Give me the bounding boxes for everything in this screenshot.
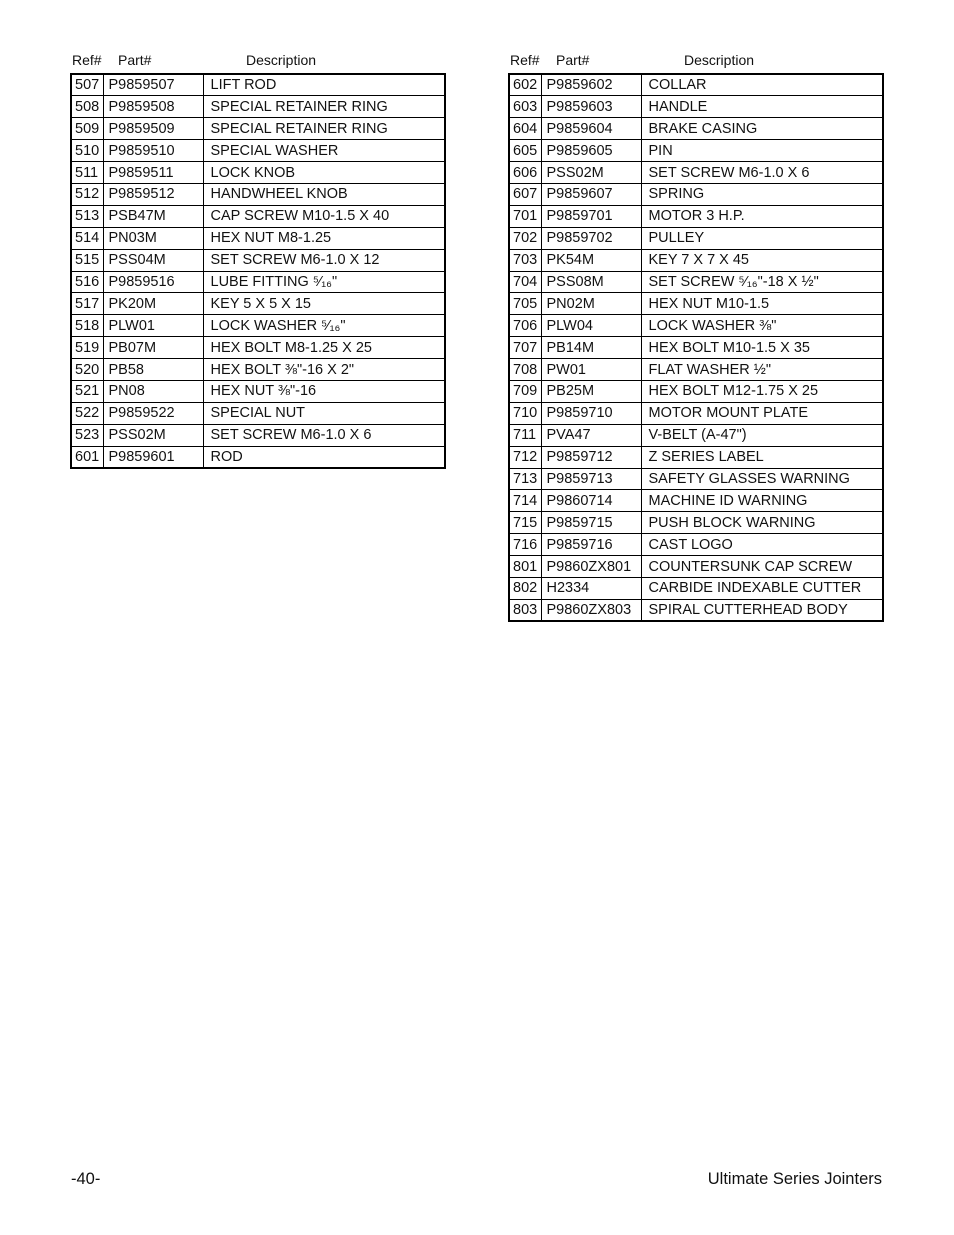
ref-cell: 516 <box>71 271 103 293</box>
table-row <box>509 183 883 205</box>
description-cell: LOCK WASHER ⁵⁄₁₆" <box>203 315 445 337</box>
part-number-cell: P9859716 <box>541 534 641 556</box>
ref-cell: 706 <box>509 315 541 337</box>
ref-cell: 703 <box>509 249 541 271</box>
part-number-cell: P9860714 <box>541 490 641 512</box>
table-row <box>71 118 445 140</box>
description-cell: COUNTERSUNK CAP SCREW <box>641 556 883 578</box>
part-number-cell: P9860ZX803 <box>541 599 641 621</box>
description-cell: SPECIAL NUT <box>203 402 445 424</box>
description-cell: MACHINE ID WARNING <box>641 490 883 512</box>
ref-column-header: Ref# <box>510 52 540 68</box>
description-cell: SET SCREW M6-1.0 X 12 <box>203 249 445 271</box>
description-column-header: Description <box>246 52 317 68</box>
description-cell: CAST LOGO <box>641 534 883 556</box>
ref-cell: 711 <box>509 424 541 446</box>
part-number-cell: P9859522 <box>103 402 203 424</box>
ref-cell: 803 <box>509 599 541 621</box>
part-number-cell: P9859607 <box>541 183 641 205</box>
part-column-header: Part# <box>556 52 590 68</box>
description-cell: SAFETY GLASSES WARNING <box>641 468 883 490</box>
part-number-cell: PSS02M <box>103 424 203 446</box>
description-cell: SPIRAL CUTTERHEAD BODY <box>641 599 883 621</box>
table-row <box>509 74 883 96</box>
table-row <box>509 227 883 249</box>
part-number-cell: P9859509 <box>103 118 203 140</box>
description-cell: CAP SCREW M10-1.5 X 40 <box>203 205 445 227</box>
part-number-cell: P9859713 <box>541 468 641 490</box>
ref-column-header: Ref# <box>72 52 102 68</box>
table-row <box>71 162 445 184</box>
part-number-cell: PW01 <box>541 359 641 381</box>
ref-cell: 508 <box>71 96 103 118</box>
page-number: -40- <box>71 1170 101 1188</box>
part-number-cell: H2334 <box>541 577 641 599</box>
description-cell: BRAKE CASING <box>641 118 883 140</box>
table-row <box>509 577 883 599</box>
ref-cell: 603 <box>509 96 541 118</box>
table-row <box>509 337 883 359</box>
ref-cell: 712 <box>509 446 541 468</box>
description-cell: Z SERIES LABEL <box>641 446 883 468</box>
part-number-cell: P9859508 <box>103 96 203 118</box>
part-number-cell: PB25M <box>541 380 641 402</box>
table-row <box>509 162 883 184</box>
part-number-cell: P9859516 <box>103 271 203 293</box>
left-table-header <box>70 50 446 73</box>
table-row <box>509 118 883 140</box>
ref-cell: 801 <box>509 556 541 578</box>
table-row <box>509 315 883 337</box>
table-row <box>509 446 883 468</box>
table-row <box>509 556 883 578</box>
left-parts-block <box>70 50 446 469</box>
part-number-cell: P9859507 <box>103 74 203 96</box>
ref-cell: 704 <box>509 271 541 293</box>
part-number-cell: PVA47 <box>541 424 641 446</box>
part-number-cell: P9859702 <box>541 227 641 249</box>
description-cell: SPECIAL WASHER <box>203 140 445 162</box>
right-table-header <box>508 50 884 73</box>
table-row <box>509 380 883 402</box>
ref-cell: 522 <box>71 402 103 424</box>
part-number-cell: PLW01 <box>103 315 203 337</box>
ref-cell: 513 <box>71 205 103 227</box>
ref-cell: 607 <box>509 183 541 205</box>
table-row <box>509 599 883 621</box>
part-number-cell: P9859601 <box>103 446 203 468</box>
table-row <box>509 468 883 490</box>
table-row <box>71 402 445 424</box>
description-cell: SET SCREW M6-1.0 X 6 <box>203 424 445 446</box>
ref-cell: 713 <box>509 468 541 490</box>
description-cell: ROD <box>203 446 445 468</box>
table-row <box>71 227 445 249</box>
description-cell: V-BELT (A-47") <box>641 424 883 446</box>
part-number-cell: PSS04M <box>103 249 203 271</box>
ref-cell: 511 <box>71 162 103 184</box>
ref-cell: 604 <box>509 118 541 140</box>
ref-cell: 707 <box>509 337 541 359</box>
table-row <box>71 337 445 359</box>
table-row <box>509 512 883 534</box>
table-row <box>71 183 445 205</box>
table-row <box>509 96 883 118</box>
ref-cell: 515 <box>71 249 103 271</box>
ref-cell: 514 <box>71 227 103 249</box>
description-cell: KEY 5 X 5 X 15 <box>203 293 445 315</box>
description-cell: HEX NUT M8-1.25 <box>203 227 445 249</box>
part-number-cell: P9859512 <box>103 183 203 205</box>
part-number-cell: PK20M <box>103 293 203 315</box>
description-cell: MOTOR 3 H.P. <box>641 205 883 227</box>
table-row <box>509 359 883 381</box>
description-cell: SET SCREW ⁵⁄₁₆"-18 X ½" <box>641 271 883 293</box>
description-cell: PIN <box>641 140 883 162</box>
part-number-cell: P9859712 <box>541 446 641 468</box>
table-row <box>71 315 445 337</box>
description-cell: LIFT ROD <box>203 74 445 96</box>
description-cell: LUBE FITTING ⁵⁄₁₆" <box>203 271 445 293</box>
description-cell: LOCK WASHER ⅜" <box>641 315 883 337</box>
description-cell: SPECIAL RETAINER RING <box>203 118 445 140</box>
description-cell: CARBIDE INDEXABLE CUTTER <box>641 577 883 599</box>
description-cell: HEX NUT ⅜"-16 <box>203 380 445 402</box>
ref-cell: 715 <box>509 512 541 534</box>
document-title: Ultimate Series Jointers <box>707 1170 882 1188</box>
ref-cell: 512 <box>71 183 103 205</box>
part-number-cell: P9860ZX801 <box>541 556 641 578</box>
ref-cell: 519 <box>71 337 103 359</box>
table-row <box>71 96 445 118</box>
description-cell: PULLEY <box>641 227 883 249</box>
part-column-header: Part# <box>118 52 152 68</box>
part-number-cell: PB58 <box>103 359 203 381</box>
description-cell: HEX BOLT ⅜"-16 X 2" <box>203 359 445 381</box>
table-row <box>509 490 883 512</box>
part-number-cell: PB07M <box>103 337 203 359</box>
ref-cell: 702 <box>509 227 541 249</box>
table-row <box>71 74 445 96</box>
part-number-cell: P9859605 <box>541 140 641 162</box>
description-cell: HEX BOLT M8-1.25 X 25 <box>203 337 445 359</box>
ref-cell: 714 <box>509 490 541 512</box>
left-parts-table <box>70 73 446 469</box>
part-number-cell: PSS08M <box>541 271 641 293</box>
ref-cell: 602 <box>509 74 541 96</box>
part-number-cell: PN08 <box>103 380 203 402</box>
ref-cell: 520 <box>71 359 103 381</box>
table-row <box>71 271 445 293</box>
description-cell: HANDLE <box>641 96 883 118</box>
description-cell: COLLAR <box>641 74 883 96</box>
description-cell: PUSH BLOCK WARNING <box>641 512 883 534</box>
description-cell: FLAT WASHER ½" <box>641 359 883 381</box>
part-number-cell: P9859603 <box>541 96 641 118</box>
description-cell: LOCK KNOB <box>203 162 445 184</box>
part-number-cell: PSS02M <box>541 162 641 184</box>
ref-cell: 606 <box>509 162 541 184</box>
description-column-header: Description <box>684 52 755 68</box>
description-cell: KEY 7 X 7 X 45 <box>641 249 883 271</box>
table-row <box>71 424 445 446</box>
part-number-cell: P9859602 <box>541 74 641 96</box>
part-number-cell: P9859715 <box>541 512 641 534</box>
description-cell: HANDWHEEL KNOB <box>203 183 445 205</box>
ref-cell: 517 <box>71 293 103 315</box>
ref-cell: 521 <box>71 380 103 402</box>
part-number-cell: PB14M <box>541 337 641 359</box>
part-number-cell: PLW04 <box>541 315 641 337</box>
ref-cell: 716 <box>509 534 541 556</box>
table-row <box>71 380 445 402</box>
table-row <box>509 424 883 446</box>
right-parts-block <box>508 50 884 622</box>
part-number-cell: P9859604 <box>541 118 641 140</box>
ref-cell: 708 <box>509 359 541 381</box>
table-row <box>509 271 883 293</box>
ref-cell: 507 <box>71 74 103 96</box>
part-number-cell: P9859701 <box>541 205 641 227</box>
part-number-cell: P9859510 <box>103 140 203 162</box>
description-cell: SPECIAL RETAINER RING <box>203 96 445 118</box>
part-number-cell: PSB47M <box>103 205 203 227</box>
ref-cell: 701 <box>509 205 541 227</box>
description-cell: HEX BOLT M10-1.5 X 35 <box>641 337 883 359</box>
description-cell: MOTOR MOUNT PLATE <box>641 402 883 424</box>
ref-cell: 710 <box>509 402 541 424</box>
description-cell: HEX BOLT M12-1.75 X 25 <box>641 380 883 402</box>
left-parts-table-body <box>71 74 445 468</box>
ref-cell: 605 <box>509 140 541 162</box>
table-row <box>509 534 883 556</box>
table-row <box>71 205 445 227</box>
right-parts-table <box>508 73 884 622</box>
ref-cell: 509 <box>71 118 103 140</box>
part-number-cell: PN03M <box>103 227 203 249</box>
description-cell: SET SCREW M6-1.0 X 6 <box>641 162 883 184</box>
ref-cell: 709 <box>509 380 541 402</box>
ref-cell: 523 <box>71 424 103 446</box>
table-row <box>509 293 883 315</box>
ref-cell: 518 <box>71 315 103 337</box>
table-row <box>509 205 883 227</box>
description-cell: HEX NUT M10-1.5 <box>641 293 883 315</box>
part-number-cell: P9859710 <box>541 402 641 424</box>
table-row <box>71 249 445 271</box>
table-row <box>509 140 883 162</box>
table-row <box>71 293 445 315</box>
right-parts-table-body <box>509 74 883 621</box>
table-row <box>71 359 445 381</box>
ref-cell: 705 <box>509 293 541 315</box>
table-row <box>509 402 883 424</box>
ref-cell: 601 <box>71 446 103 468</box>
part-number-cell: PN02M <box>541 293 641 315</box>
part-number-cell: P9859511 <box>103 162 203 184</box>
table-row <box>71 140 445 162</box>
description-cell: SPRING <box>641 183 883 205</box>
ref-cell: 510 <box>71 140 103 162</box>
ref-cell: 802 <box>509 577 541 599</box>
table-row <box>509 249 883 271</box>
part-number-cell: PK54M <box>541 249 641 271</box>
table-row <box>71 446 445 468</box>
